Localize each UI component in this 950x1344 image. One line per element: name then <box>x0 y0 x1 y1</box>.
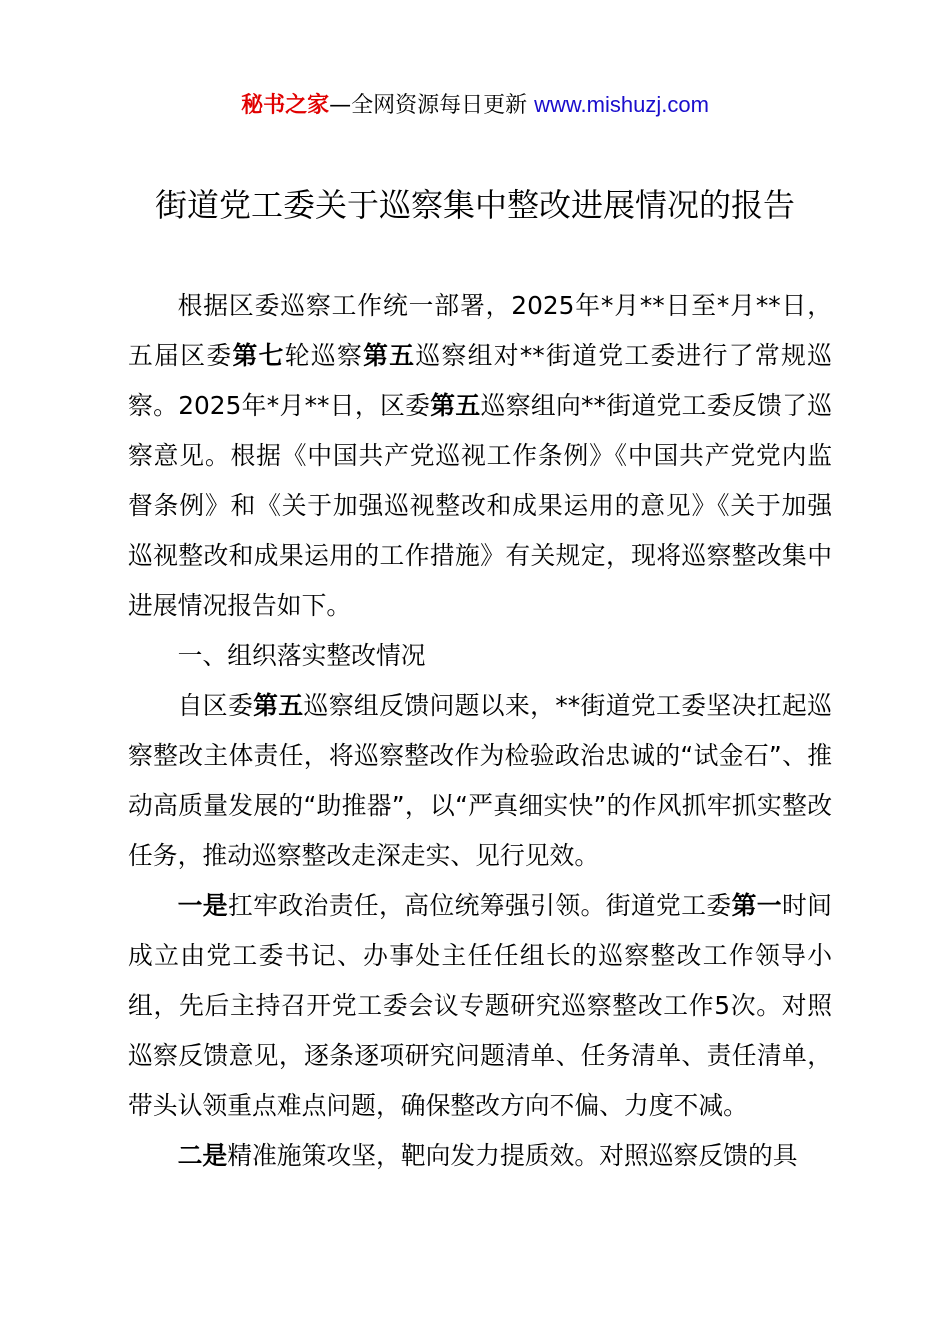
text-segment: 扛牢政治责任，高位统筹强引领。街道党工委 <box>227 891 732 920</box>
site-name: 秘书之家 <box>241 93 330 118</box>
paragraph <box>128 681 832 881</box>
paragraph <box>128 281 832 631</box>
document-body <box>128 281 832 1181</box>
bold-text: 二是 <box>177 1141 228 1170</box>
bold-text: 第五 <box>363 341 416 370</box>
site-tagline: —全网资源每日更新 <box>329 93 535 118</box>
site-header <box>0 88 950 123</box>
bold-text: 一是 <box>177 891 228 920</box>
paragraph <box>128 631 832 681</box>
text-segment: 精准施策攻坚，靶向发力提质效。对照巡察反馈的具 <box>227 1141 798 1170</box>
text-segment: 自区委 <box>177 691 254 720</box>
bold-text: 第五 <box>430 391 481 420</box>
text-segment: 轮巡察 <box>284 341 364 370</box>
text-segment: 时间成立由党工委书记、办事处主任任组长的巡察整改工作领导小组，先后主持召开党工委会议专题研究巡察整改工作5次。对照巡察反馈意见，逐条逐项研究问题清单、任务清单、责任清单，带头认领重点难点问题，确保整改方向不偏、力度不减。 <box>128 891 832 1120</box>
text-segment: 一、组织落实整改情况 <box>177 641 426 670</box>
paragraph <box>128 1131 832 1181</box>
site-url-link[interactable]: www.mishuzj.com <box>534 92 709 117</box>
text-segment: 巡察组向**街道党工委反馈了巡察意见。根据《中国共产党巡视工作条例》《中国共产党党内监督条例》和《关于加强巡视整改和成果运用的意见》《关于加强巡视整改和成果运用的工作措施》有关规定，现将巡察整改集中进展情况报告如下。 <box>128 391 832 620</box>
text-segment: 巡察组反馈问题以来，**街道党工委坚决扛起巡察整改主体责任，将巡察整改作为检验政治忠诚的“试金石”、推动高质量发展的“助推器”，以“严真细实快”的作风抓牢抓实整改任务，推动巡察整改走深走实、见行见效。 <box>128 691 832 870</box>
bold-text: 第七 <box>232 341 285 370</box>
document-title: 街道党工委关于巡察集中整改进展情况的报告 <box>154 186 795 224</box>
paragraph <box>128 881 832 1131</box>
bold-text: 第一 <box>731 891 782 920</box>
bold-text: 第五 <box>253 691 304 720</box>
text-segment: 巡察组对**街道党工委进行了常规巡察。2025年*月**日，区委 <box>128 341 832 420</box>
text-segment: 根据区委巡察工作统一部署，2025年*月**日至*月**日，五届区委 <box>128 291 832 370</box>
